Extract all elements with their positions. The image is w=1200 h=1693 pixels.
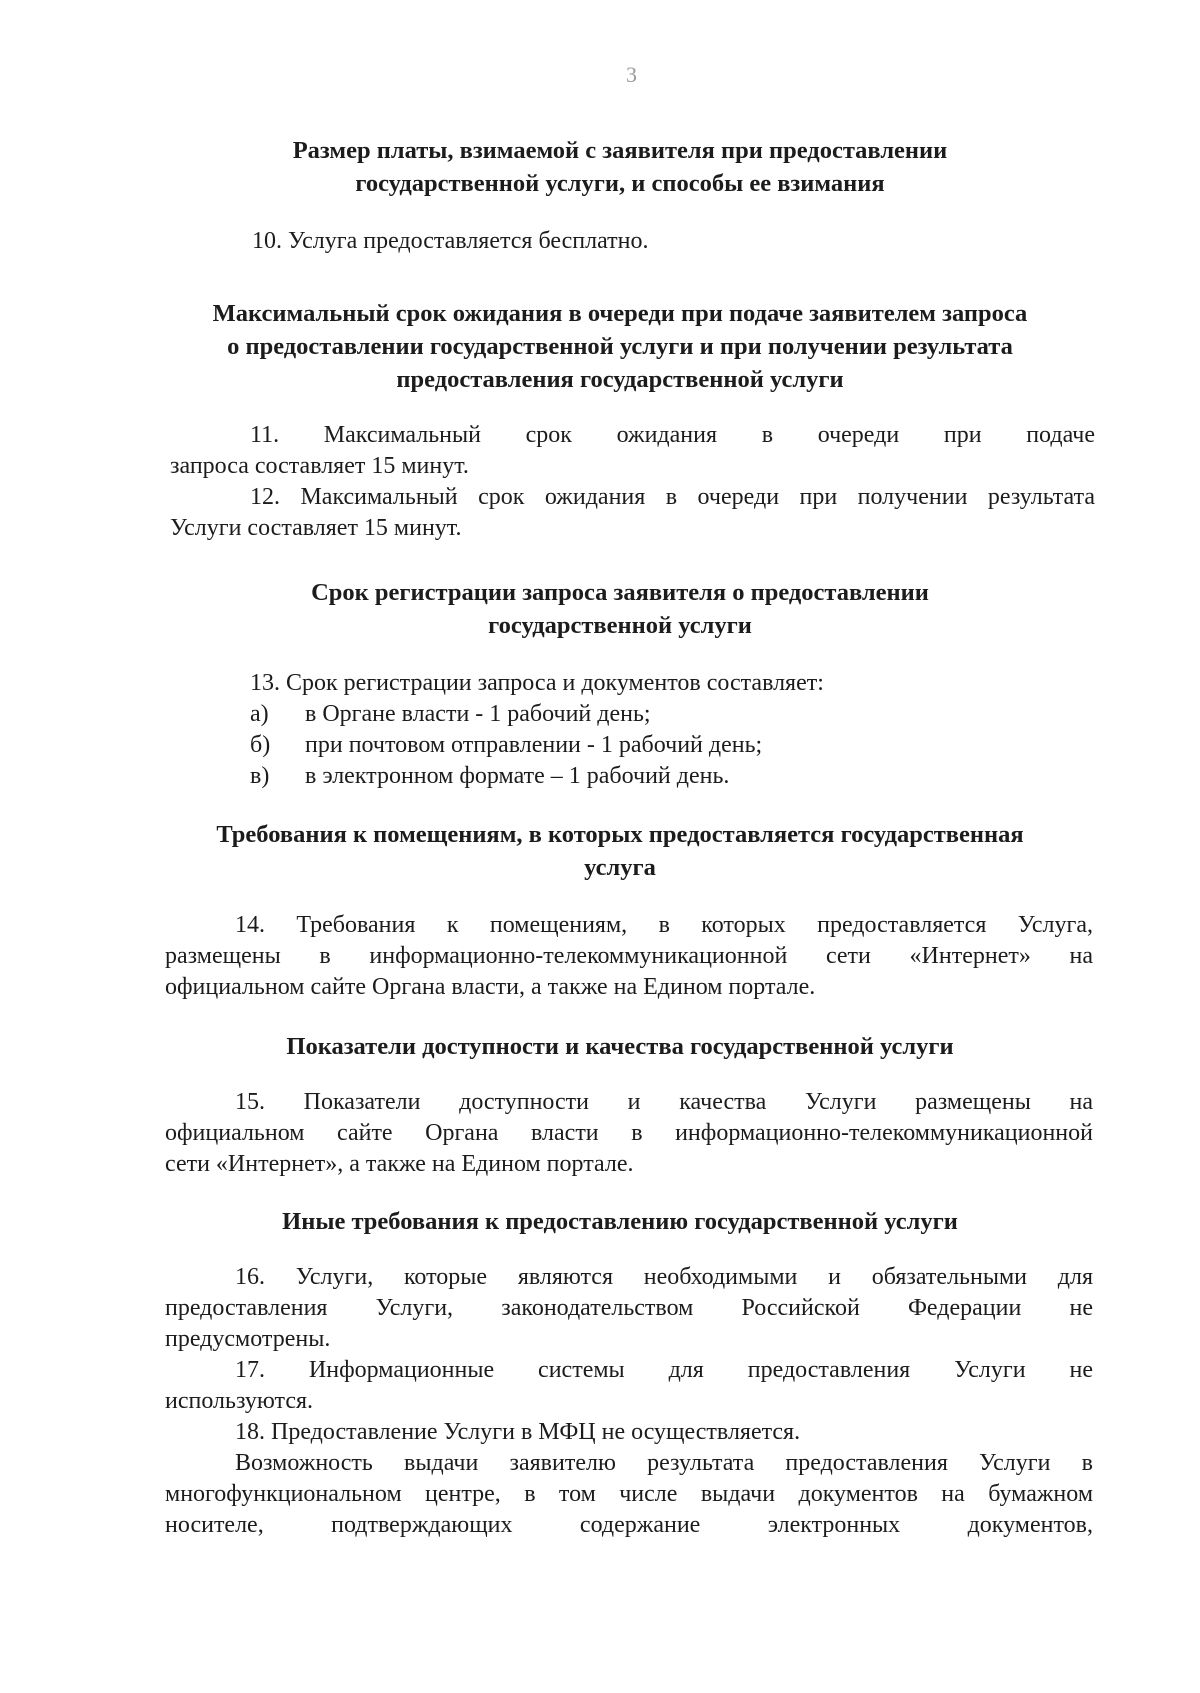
paragraph-18b-line-1: Возможность выдачи заявителю результата предоставления Услуги в: [235, 1450, 1093, 1476]
section-heading-queue: Максимальный срок ожидания в очереди при подаче заявителем запроса о предоставлении государственной услуги и при получении результата предоставления государственной услуги: [212, 300, 1028, 393]
paragraph-14-line-3: официальном сайте Органа власти, а также на Едином портале.: [165, 974, 816, 1000]
paragraph-15-line-1: 15. Показатели доступности и качества Услуги размещены на: [235, 1089, 1093, 1115]
section-heading-accessibility: Показатели доступности и качества государственной услуги: [286, 1033, 954, 1060]
paragraph-12-line-1: 12. Максимальный срок ожидания в очереди при получении результата: [250, 484, 1095, 510]
paragraph-10: 10. Услуга предоставляется бесплатно.: [252, 228, 649, 254]
section-heading-registration: Срок регистрации запроса заявителя о предоставлении государственной услуги: [311, 579, 929, 639]
list-item: в) в электронном формате – 1 рабочий день.: [250, 763, 730, 789]
paragraph-11-line-1: 11. Максимальный срок ожидания в очереди при подаче: [250, 422, 1095, 448]
paragraph-16-line-3: предусмотрены.: [165, 1326, 331, 1352]
paragraph-18: 18. Предоставление Услуги в МФЦ не осуществляется.: [235, 1419, 801, 1445]
list-item: а) в Органе власти - 1 рабочий день;: [250, 701, 651, 727]
paragraph-17-line-2: используются.: [165, 1388, 314, 1414]
paragraph-16-line-2: предоставления Услуги, законодательством Российской Федерации не: [165, 1295, 1093, 1321]
paragraph-16-line-1: 16. Услуги, которые являются необходимыми и обязательными для: [235, 1264, 1093, 1290]
section-heading-premises: Требования к помещениям, в которых предоставляется государственная услуга: [216, 821, 1024, 881]
paragraph-13-intro: 13. Срок регистрации запроса и документов составляет:: [250, 670, 824, 696]
paragraph-12-line-2: Услуги составляет 15 минут.: [170, 515, 462, 541]
paragraph-14-line-1: 14. Требования к помещениям, в которых предоставляется Услуга,: [235, 912, 1093, 938]
section-heading-other: Иные требования к предоставлению государственной услуги: [282, 1208, 958, 1235]
section-heading-fee: Размер платы, взимаемой с заявителя при предоставлении государственной услуги, и способы ее взимания: [292, 137, 948, 197]
list-item: б) при почтовом отправлении - 1 рабочий день;: [250, 732, 763, 758]
paragraph-18b-line-3: носителе, подтверждающих содержание электронных документов,: [165, 1512, 1093, 1538]
paragraph-17-line-1: 17. Информационные системы для предоставления Услуги не: [235, 1357, 1093, 1383]
page-number: 3: [626, 62, 637, 87]
paragraph-18b-line-2: многофункциональном центре, в том числе выдачи документов на бумажном: [165, 1481, 1093, 1507]
paragraph-11-line-2: запроса составляет 15 минут.: [170, 453, 469, 479]
paragraph-15-line-3: сети «Интернет», а также на Едином портале.: [165, 1151, 634, 1177]
paragraph-15-line-2: официальном сайте Органа власти в информационно-телекоммуникационной: [165, 1120, 1093, 1146]
paragraph-14-line-2: размещены в информационно-телекоммуникационной сети «Интернет» на: [165, 943, 1093, 969]
